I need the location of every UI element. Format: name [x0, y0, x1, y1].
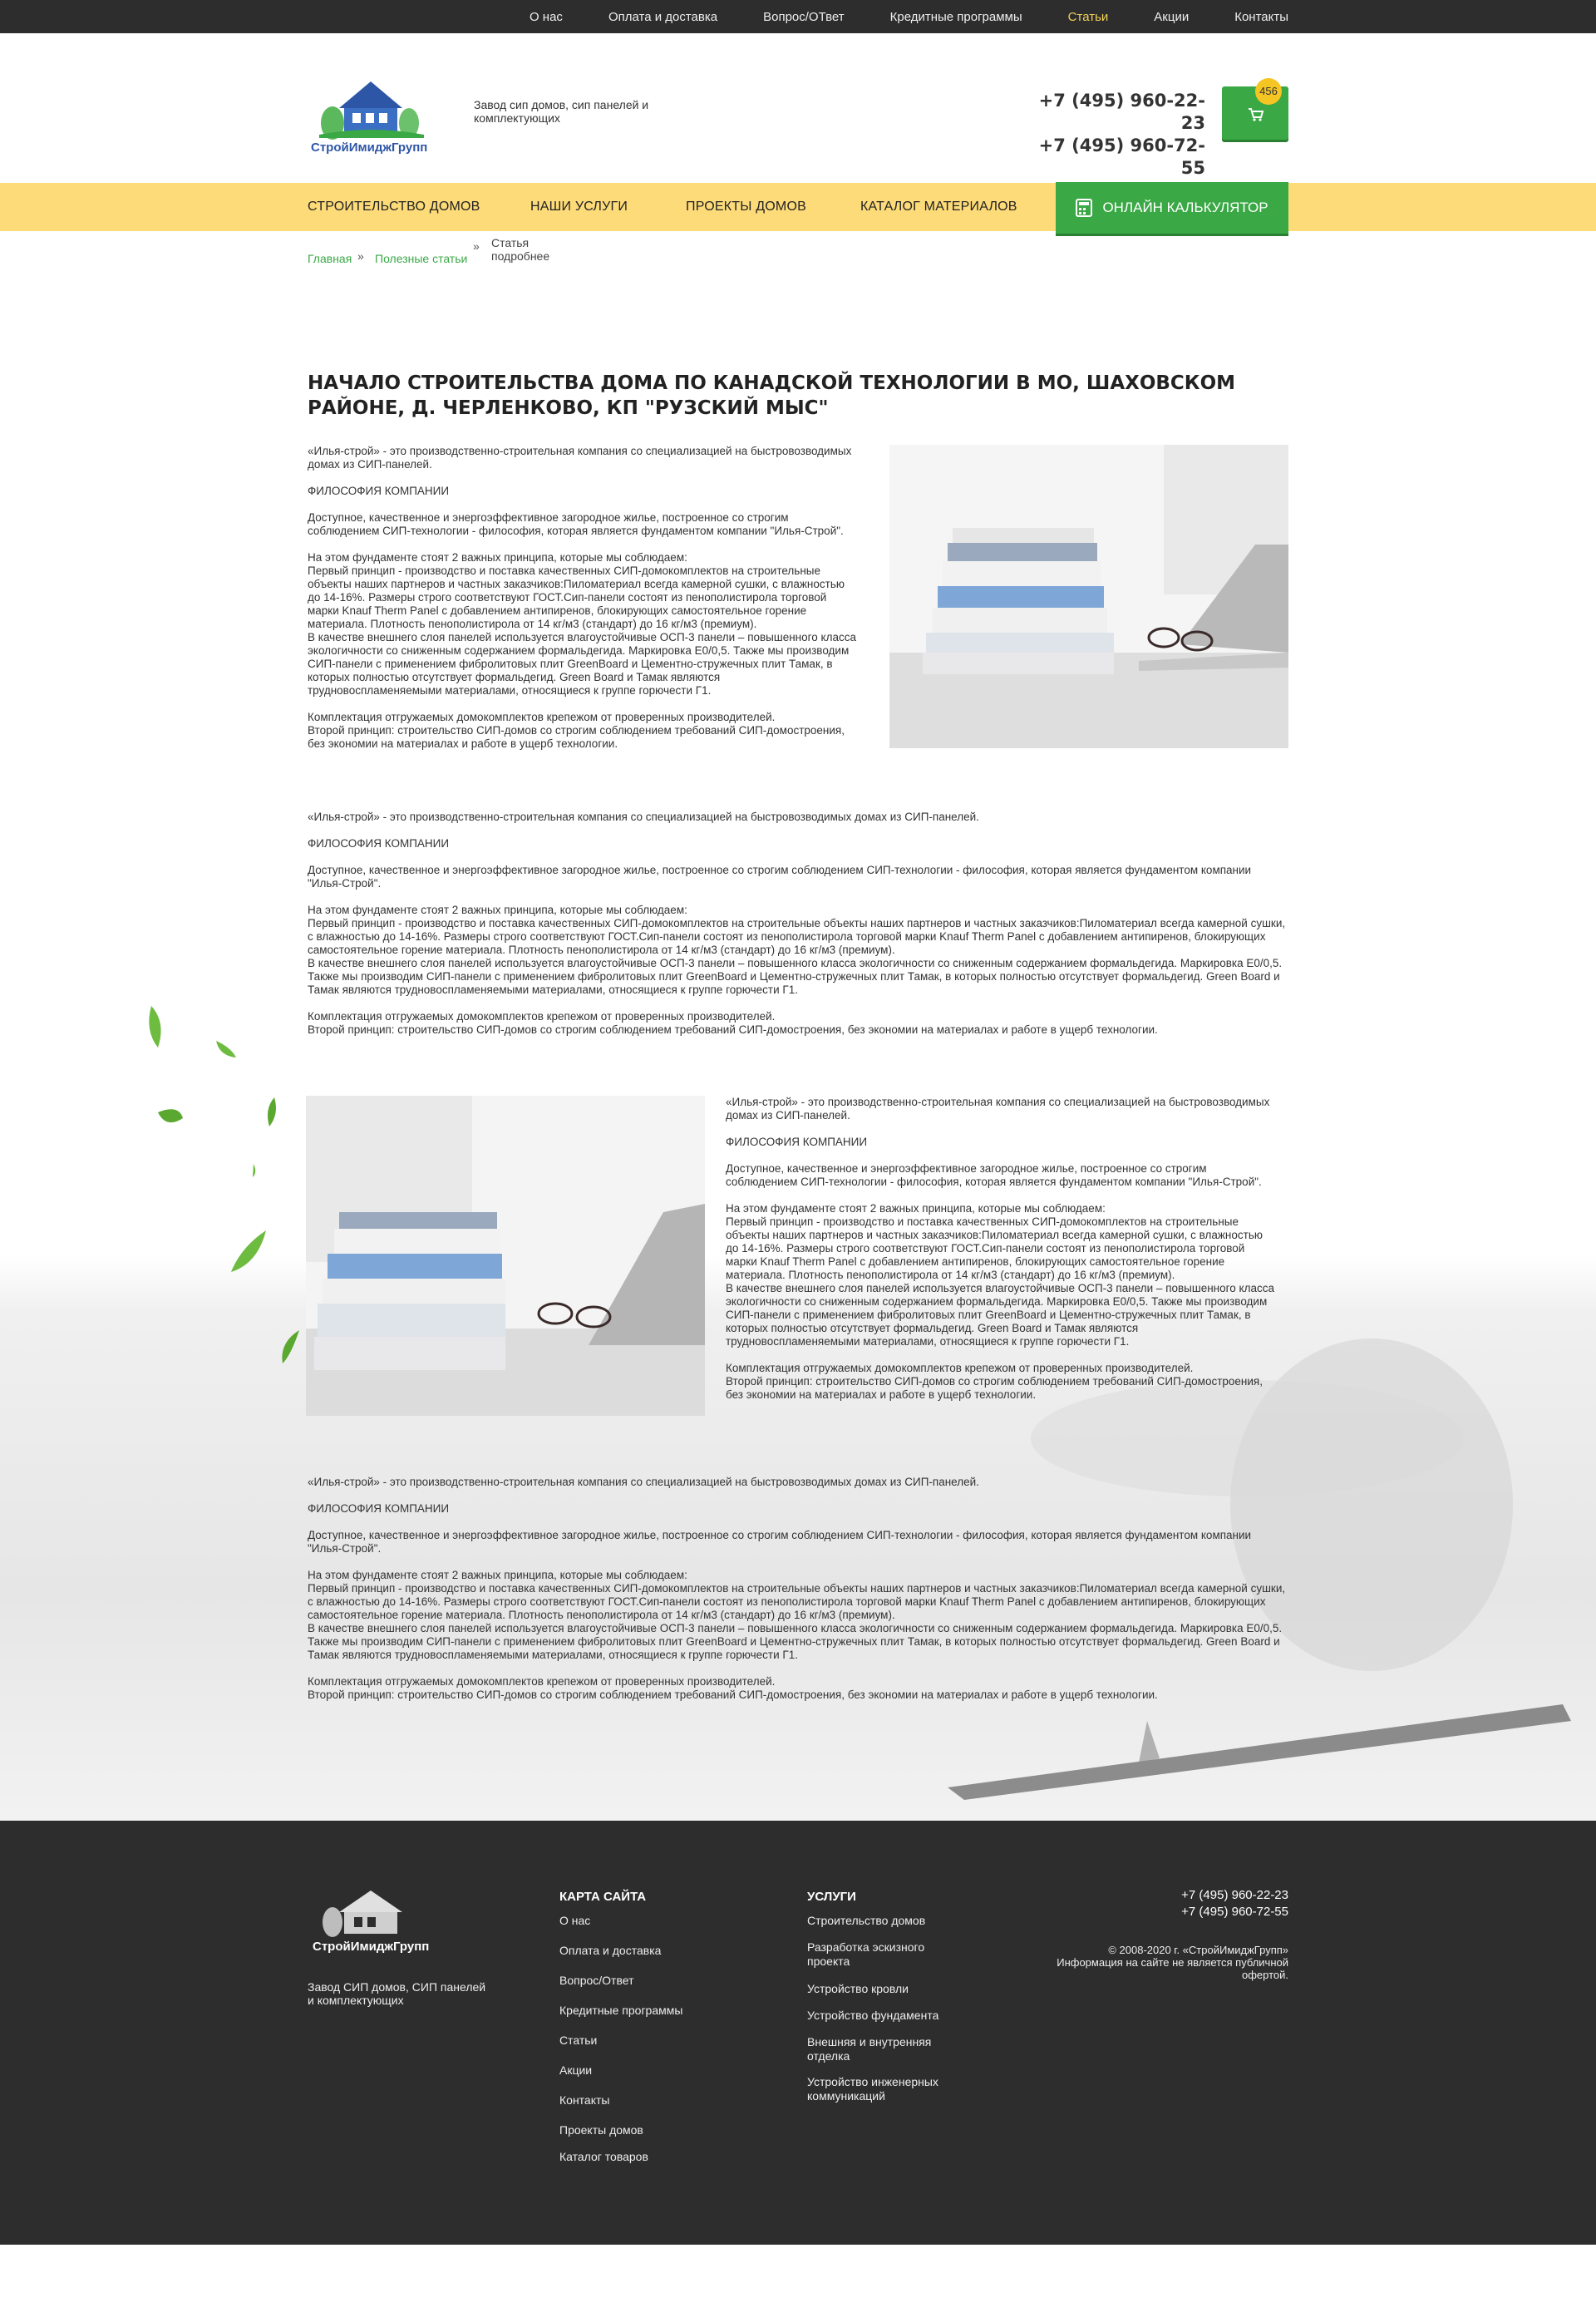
footer-service-roof[interactable]: Устройство кровли: [807, 1982, 909, 1995]
principle-1: Первый принцип - производство и поставка качественных СИП-домокомплектов на строительные объекты наших партнеров и частных заказчиков:Пиломатериал всегда камерной сушки, с влажностью до 14-16%. Размеры строго соответствуют ГОСТ.Сип-панели состоят из пенополистирола торговой марки Knauf Therm Panel с добавлением антипиренов, блокирующих самостоятельное горение материала. Плотность пенополистирола от 14 кг/м3 (стандарт) до 16 кг/м3 (премиум).: [308, 564, 845, 630]
footer-link-payment[interactable]: Оплата и доставка: [559, 1944, 662, 1957]
principle-1: Первый принцип - производство и поставка качественных СИП-домокомплектов на строительные объекты наших партнеров и частных заказчиков:Пиломатериал всегда камерной сушки, с влажностью до 14-16%. Размеры строго соответствуют ГОСТ.Сип-панели состоят из пенополистирола торговой марки Knauf Therm Panel с добавлением антипиренов, блокирующих самостоятельное горение материала. Плотность пенополистирола от 14 кг/м3 (стандарт) до 16 кг/м3 (премиум).: [308, 917, 1286, 956]
house-logo-icon: [308, 75, 432, 155]
fasteners-text: Комплектация отгружаемых домокомплектов крепежом от проверенных производителей.: [308, 711, 776, 723]
calculator-label: ОНЛАЙН КАЛЬКУЛЯТОР: [1102, 200, 1268, 215]
calculator-button[interactable]: [1056, 182, 1288, 234]
philosophy-heading: ФИЛОСОФИЯ КОМПАНИИ: [726, 1136, 868, 1148]
fasteners-text: Комплектация отгружаемых домокомплектов крепежом от проверенных производителей.: [726, 1362, 1194, 1374]
svg-text:СтройИмиджГрупп: СтройИмиджГрупп: [313, 1940, 430, 1954]
breadcrumb-separator-icon: »: [357, 249, 364, 263]
osp-text: В качестве внешнего слоя панелей используется влагоустойчивые ОСП-3 панели – повышенного класса экологичности со сниженным содержанием формальдегида. Маркировка Е0/0,5. Также мы производим СИП-панели с применением фибролитовых плит GreenBoard и Цементно-стружечных плит Тамак, в которых полностью отсутствует формальдегид. Green Board и Тамак являются трудновоспламеняемыми материалами, относящиеся к группе горючести Г1.: [726, 1282, 1274, 1348]
philosophy-heading: ФИЛОСОФИЯ КОМПАНИИ: [308, 1502, 450, 1515]
breadcrumb-separator-icon: »: [473, 239, 480, 253]
leaves-decoration-icon: [133, 998, 299, 1397]
osp-text: В качестве внешнего слоя панелей используется влагоустойчивые ОСП-3 панели – повышенного класса экологичности со сниженным содержанием формальдегида. Маркировка Е0/0,5. Также мы производим СИП-панели с применением фибролитовых плит GreenBoard и Цементно-стружечных плит Тамак, в которых полностью отсутствует формальдегид. Green Board и Тамак являются трудновоспламеняемыми материалами, относящиеся к группе горючести Г1.: [308, 1622, 1283, 1661]
principle-1: Первый принцип - производство и поставка качественных СИП-домокомплектов на строительные объекты наших партнеров и частных заказчиков:Пиломатериал всегда камерной сушки, с влажностью до 14-16%. Размеры строго соответствуют ГОСТ.Сип-панели состоят из пенополистирола торговой марки Knauf Therm Panel с добавлением антипиренов, блокирующих самостоятельное горение материала. Плотность пенополистирола от 14 кг/м3 (стандарт) до 16 кг/м3 (премиум).: [726, 1215, 1263, 1281]
topnav-about[interactable]: О нас: [529, 9, 563, 24]
nav-services[interactable]: НАШИ УСЛУГИ: [530, 200, 628, 214]
nav-projects[interactable]: ПРОЕКТЫ ДОМОВ: [686, 200, 806, 214]
top-bar: [0, 0, 1596, 33]
article-block-1: [308, 445, 856, 764]
fasteners-text: Комплектация отгружаемых домокомплектов крепежом от проверенных производителей.: [308, 1675, 776, 1688]
footer-link-projects[interactable]: Проекты домов: [559, 2123, 643, 2137]
footer-service-design[interactable]: Разработка эскизного проекта: [807, 1940, 925, 1968]
breadcrumb-home[interactable]: Главная: [308, 252, 352, 265]
footer-service-building[interactable]: Строительство домов: [807, 1914, 926, 1927]
header-tagline: Завод сип домов, сип панелей и комплектующих: [474, 98, 649, 125]
main-nav: [0, 183, 1596, 231]
house-logo-icon: [308, 1887, 432, 1954]
principle-2: Второй принцип: строительство СИП-домов со строгим соблюдением требований СИП-домостроения, без экономии на материалах и работе в ущерб технологии.: [726, 1375, 1263, 1401]
topnav-promo[interactable]: Акции: [1154, 9, 1190, 24]
topnav-payment[interactable]: Оплата и доставка: [608, 9, 718, 24]
footer-tagline: Завод СИП домов, СИП панелей и комплектующих: [308, 1980, 486, 2007]
services-heading: УСЛУГИ: [807, 1890, 856, 1904]
article-intro: «Илья-строй» - это производственно-строительная компания со специализацией на быстровозводимых домах из СИП-панелей.: [726, 1096, 1270, 1122]
article-photo-2: [306, 1096, 705, 1416]
footer-service-finishing[interactable]: Внешняя и внутренняя отделка: [807, 2035, 932, 2063]
footer-service-foundation[interactable]: Устройство фундамента: [807, 2009, 939, 2022]
footer: [0, 1821, 1596, 2245]
footer-phones: [1039, 1887, 1288, 1920]
topnav-articles[interactable]: Статьи: [1067, 9, 1109, 24]
footer-phone-1[interactable]: +7 (495) 960-22-23: [1181, 1888, 1288, 1902]
breadcrumb-section[interactable]: Полезные статьи: [375, 252, 468, 265]
principles-intro: На этом фундаменте стоят 2 важных принципа, которые мы соблюдаем:: [726, 1202, 1106, 1215]
article-intro: «Илья-строй» - это производственно-строительная компания со специализацией на быстровозводимых домах из СИП-панелей.: [308, 1476, 979, 1488]
topnav-credit[interactable]: Кредитные программы: [889, 9, 1022, 24]
disclaimer: Информация на сайте не является публичной офертой.: [1057, 1956, 1288, 1981]
article-block-4: [308, 1476, 1288, 1715]
fasteners-text: Комплектация отгружаемых домокомплектов крепежом от проверенных производителей.: [308, 1010, 776, 1023]
footer-logo[interactable]: [308, 1887, 432, 1954]
site-logo[interactable]: [308, 75, 432, 155]
nav-catalog[interactable]: КАТАЛОГ МАТЕРИАЛОВ: [860, 200, 1017, 214]
article-intro: «Илья-строй» - это производственно-строительная компания со специализацией на быстровозводимых домах из СИП-панелей.: [308, 811, 979, 823]
osp-text: В качестве внешнего слоя панелей используется влагоустойчивые ОСП-3 панели – повышенного класса экологичности со сниженным содержанием формальдегида. Маркировка Е0/0,5. Также мы производим СИП-панели с применением фибролитовых плит GreenBoard и Цементно-стружечных плит Тамак, в которых полностью отсутствует формальдегид. Green Board и Тамак являются трудновоспламеняемыми материалами, относящиеся к группе горючести Г1.: [308, 631, 856, 697]
topnav-faq[interactable]: Вопрос/ОТвет: [763, 9, 845, 24]
footer-legal: [1056, 1944, 1288, 1981]
svg-text:СтройИмиджГрупп: СтройИмиджГрупп: [311, 141, 428, 155]
top-nav: [484, 0, 1288, 33]
principle-1: Первый принцип - производство и поставка качественных СИП-домокомплектов на строительные объекты наших партнеров и частных заказчиков:Пиломатериал всегда камерной сушки, с влажностью до 14-16%. Размеры строго соответствуют ГОСТ.Сип-панели состоят из пенополистирола торговой марки Knauf Therm Panel с добавлением антипиренов, блокирующих самостоятельное горение материала. Плотность пенополистирола от 14 кг/м3 (стандарт) до 16 кг/м3 (премиум).: [308, 1582, 1286, 1621]
footer-link-about[interactable]: О нас: [559, 1914, 591, 1927]
principles-intro: На этом фундаменте стоят 2 важных принципа, которые мы соблюдаем:: [308, 551, 687, 564]
footer-link-articles[interactable]: Статьи: [559, 2034, 598, 2047]
philosophy-text: Доступное, качественное и энергоэффективное загородное жилье, построенное со строгим соблюдением СИП-технологии - философия, которая является фундаментом компании "Илья-Строй".: [308, 864, 1252, 890]
principle-2: Второй принцип: строительство СИП-домов со строгим соблюдением требований СИП-домостроения, без экономии на материалах и работе в ущерб технологии.: [308, 1023, 1158, 1036]
philosophy-heading: ФИЛОСОФИЯ КОМПАНИИ: [308, 485, 450, 497]
breadcrumb-current: Статья подробнее: [491, 236, 550, 263]
philosophy-heading: ФИЛОСОФИЯ КОМПАНИИ: [308, 837, 450, 850]
philosophy-text: Доступное, качественное и энергоэффективное загородное жилье, построенное со строгим соблюдением СИП-технологии - философия, которая является фундаментом компании "Илья-Строй".: [308, 511, 844, 537]
cart-count-badge: 456: [1255, 78, 1282, 105]
article-block-3: [726, 1096, 1274, 1415]
sitemap-heading: КАРТА САЙТА: [559, 1890, 647, 1904]
principles-intro: На этом фундаменте стоят 2 важных принципа, которые мы соблюдаем:: [308, 1569, 687, 1581]
topnav-contacts[interactable]: Контакты: [1234, 9, 1288, 24]
calculator-icon: [1076, 199, 1092, 217]
footer-link-catalog[interactable]: Каталог товаров: [559, 2150, 648, 2163]
footer-link-contacts[interactable]: Контакты: [559, 2093, 610, 2107]
osp-text: В качестве внешнего слоя панелей используется влагоустойчивые ОСП-3 панели – повышенного класса экологичности со сниженным содержанием формальдегида. Маркировка Е0/0,5. Также мы производим СИП-панели с применением фибролитовых плит GreenBoard и Цементно-стружечных плит Тамак, в которых полностью отсутствует формальдегид. Green Board и Тамак являются трудновоспламеняемыми материалами, относящиеся к группе горючести Г1.: [308, 957, 1283, 996]
footer-phone-2[interactable]: +7 (495) 960-72-55: [1181, 1905, 1288, 1919]
phone-2[interactable]: +7 (495) 960-72-55: [1038, 136, 1205, 178]
footer-link-faq[interactable]: Вопрос/Ответ: [559, 1974, 634, 1987]
header-phones: [1022, 90, 1205, 180]
footer-link-credit[interactable]: Кредитные программы: [559, 2004, 683, 2017]
article-block-2: [308, 811, 1288, 1050]
philosophy-text: Доступное, качественное и энергоэффективное загородное жилье, построенное со строгим соблюдением СИП-технологии - философия, которая является фундаментом компании "Илья-Строй".: [726, 1162, 1262, 1188]
article-photo-1: [889, 445, 1288, 748]
footer-service-engineering[interactable]: Устройство инженерных коммуникаций: [807, 2075, 938, 2103]
philosophy-text: Доступное, качественное и энергоэффективное загородное жилье, построенное со строгим соблюдением СИП-технологии - философия, которая является фундаментом компании "Илья-Строй".: [308, 1529, 1252, 1555]
principle-2: Второй принцип: строительство СИП-домов со строгим соблюдением требований СИП-домостроения, без экономии на материалах и работе в ущерб технологии.: [308, 1689, 1158, 1701]
phone-1[interactable]: +7 (495) 960-22-23: [1038, 91, 1205, 133]
principle-2: Второй принцип: строительство СИП-домов со строгим соблюдением требований СИП-домостроения, без экономии на материалах и работе в ущерб технологии.: [308, 724, 845, 750]
footer-link-promo[interactable]: Акции: [559, 2063, 593, 2077]
nav-building[interactable]: СТРОИТЕЛЬСТВО ДОМОВ: [308, 200, 480, 214]
copyright: © 2008-2020 г. «СтройИмиджГрупп»: [1108, 1944, 1288, 1956]
article-intro: «Илья-строй» - это производственно-строительная компания со специализацией на быстровозводимых домах из СИП-панелей.: [308, 445, 852, 471]
principles-intro: На этом фундаменте стоят 2 важных принципа, которые мы соблюдаем:: [308, 904, 687, 916]
page-title: НАЧАЛО СТРОИТЕЛЬСТВА ДОМА ПО КАНАДСКОЙ ТЕХНОЛОГИИ В МО, ШАХОВСКОМ РАЙОНЕ, Д. ЧЕРЛЕНКОВО, КП "РУЗСКИЙ МЫС": [308, 372, 1236, 419]
